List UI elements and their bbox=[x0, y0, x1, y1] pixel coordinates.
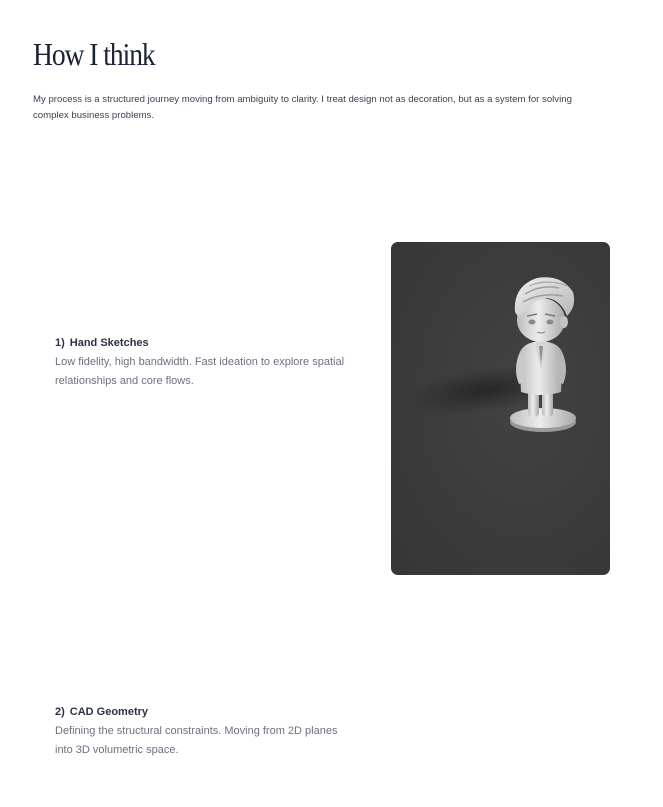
step-title: Hand Sketches bbox=[69, 337, 149, 349]
step-description: Defining the structural constraints. Moving from 2D planes into 3D volumetric space. bbox=[55, 725, 338, 756]
figurine-render-image bbox=[391, 242, 610, 575]
step-title: CAD Geometry bbox=[69, 706, 149, 718]
step-number: 2) bbox=[55, 706, 65, 718]
step-heading bbox=[55, 335, 345, 351]
process-step-hand-sketches bbox=[55, 335, 345, 391]
step-description: Low fidelity, high bandwidth. Fast ideation to explore spatial relationships and core flows. bbox=[55, 356, 345, 387]
step-heading bbox=[55, 704, 345, 720]
process-step-cad-geometry bbox=[55, 704, 345, 760]
page-title: How I think bbox=[33, 36, 155, 72]
intro-paragraph: My process is a structured journey moving from ambiguity to clarity. I treat design not as decoration, but as a system for solving complex business problems. bbox=[33, 94, 572, 121]
step-number: 1) bbox=[55, 337, 65, 349]
